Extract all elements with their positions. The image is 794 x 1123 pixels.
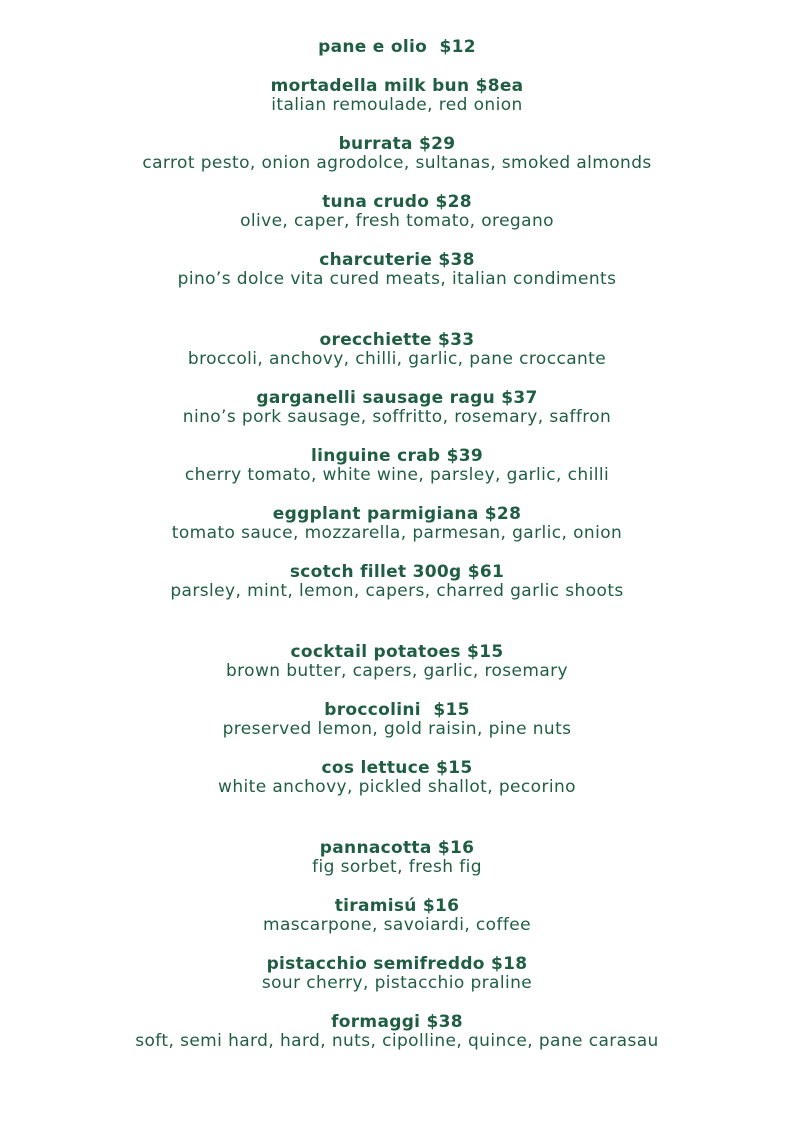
menu (0, 37, 794, 1051)
menu-item-title: linguine crab $39 (310, 446, 483, 466)
menu-item (0, 642, 794, 681)
menu-item (0, 76, 794, 115)
menu-item (0, 192, 794, 231)
menu-section-sides (0, 642, 794, 797)
menu-item (0, 37, 794, 57)
menu-item-description: olive, caper, fresh tomato, oregano (240, 211, 554, 231)
menu-item-title: mortadella milk bun $8ea (270, 76, 524, 96)
menu-item-description: nino’s pork sausage, soffritto, rosemary, saffron (182, 407, 612, 427)
menu-item-description: soft, semi hard, hard, nuts, cipolline, quince, pane carasau (135, 1031, 659, 1051)
menu-item-title: tiramisú $16 (334, 896, 460, 916)
menu-item-title: cos lettuce $15 (321, 758, 473, 778)
menu-section-mains (0, 330, 794, 601)
menu-item (0, 562, 794, 601)
menu-item-title: formaggi $38 (331, 1012, 463, 1032)
menu-item-title: eggplant parmigiana $28 (272, 504, 522, 524)
menu-section-starters (0, 37, 794, 289)
menu-item-title: garganelli sausage ragu $37 (256, 388, 538, 408)
menu-item-description: sour cherry, pistacchio praline (261, 973, 533, 993)
menu-item-title: pistacchio semifreddo $18 (266, 954, 528, 974)
menu-item-description: pino’s dolce vita cured meats, italian condiments (177, 269, 617, 289)
menu-item (0, 838, 794, 877)
menu-item-title: tuna crudo $28 (322, 192, 472, 212)
menu-item (0, 896, 794, 935)
menu-section-desserts (0, 838, 794, 1051)
menu-item-description: tomato sauce, mozzarella, parmesan, garlic, onion (171, 523, 623, 543)
menu-item-description: italian remoulade, red onion (271, 95, 523, 115)
menu-item-description: parsley, mint, lemon, capers, charred garlic shoots (170, 581, 624, 601)
menu-item (0, 954, 794, 993)
menu-item (0, 250, 794, 289)
menu-item-title: pane e olio $12 (318, 37, 476, 57)
menu-item-title: pannacotta $16 (319, 838, 475, 858)
menu-item (0, 134, 794, 173)
menu-item (0, 330, 794, 369)
menu-item-description: carrot pesto, onion agrodolce, sultanas, smoked almonds (142, 153, 652, 173)
menu-item-description: brown butter, capers, garlic, rosemary (225, 661, 569, 681)
menu-item-title: scotch fillet 300g $61 (289, 562, 505, 582)
menu-item-description: fig sorbet, fresh fig (312, 857, 482, 877)
menu-item (0, 700, 794, 739)
menu-item (0, 504, 794, 543)
menu-item (0, 758, 794, 797)
menu-item-description: preserved lemon, gold raisin, pine nuts (222, 719, 572, 739)
menu-item-title: orecchiette $33 (319, 330, 475, 350)
menu-item-title: cocktail potatoes $15 (290, 642, 504, 662)
menu-item-description: mascarpone, savoiardi, coffee (263, 915, 531, 935)
menu-item-description: broccoli, anchovy, chilli, garlic, pane croccante (187, 349, 607, 369)
menu-item-title: burrata $29 (338, 134, 456, 154)
menu-item-title: charcuterie $38 (319, 250, 475, 270)
menu-item (0, 388, 794, 427)
menu-item (0, 446, 794, 485)
menu-item (0, 1012, 794, 1051)
menu-item-description: white anchovy, pickled shallot, pecorino (218, 777, 576, 797)
menu-item-title: broccolini $15 (324, 700, 470, 720)
menu-item-description: cherry tomato, white wine, parsley, garlic, chilli (184, 465, 610, 485)
